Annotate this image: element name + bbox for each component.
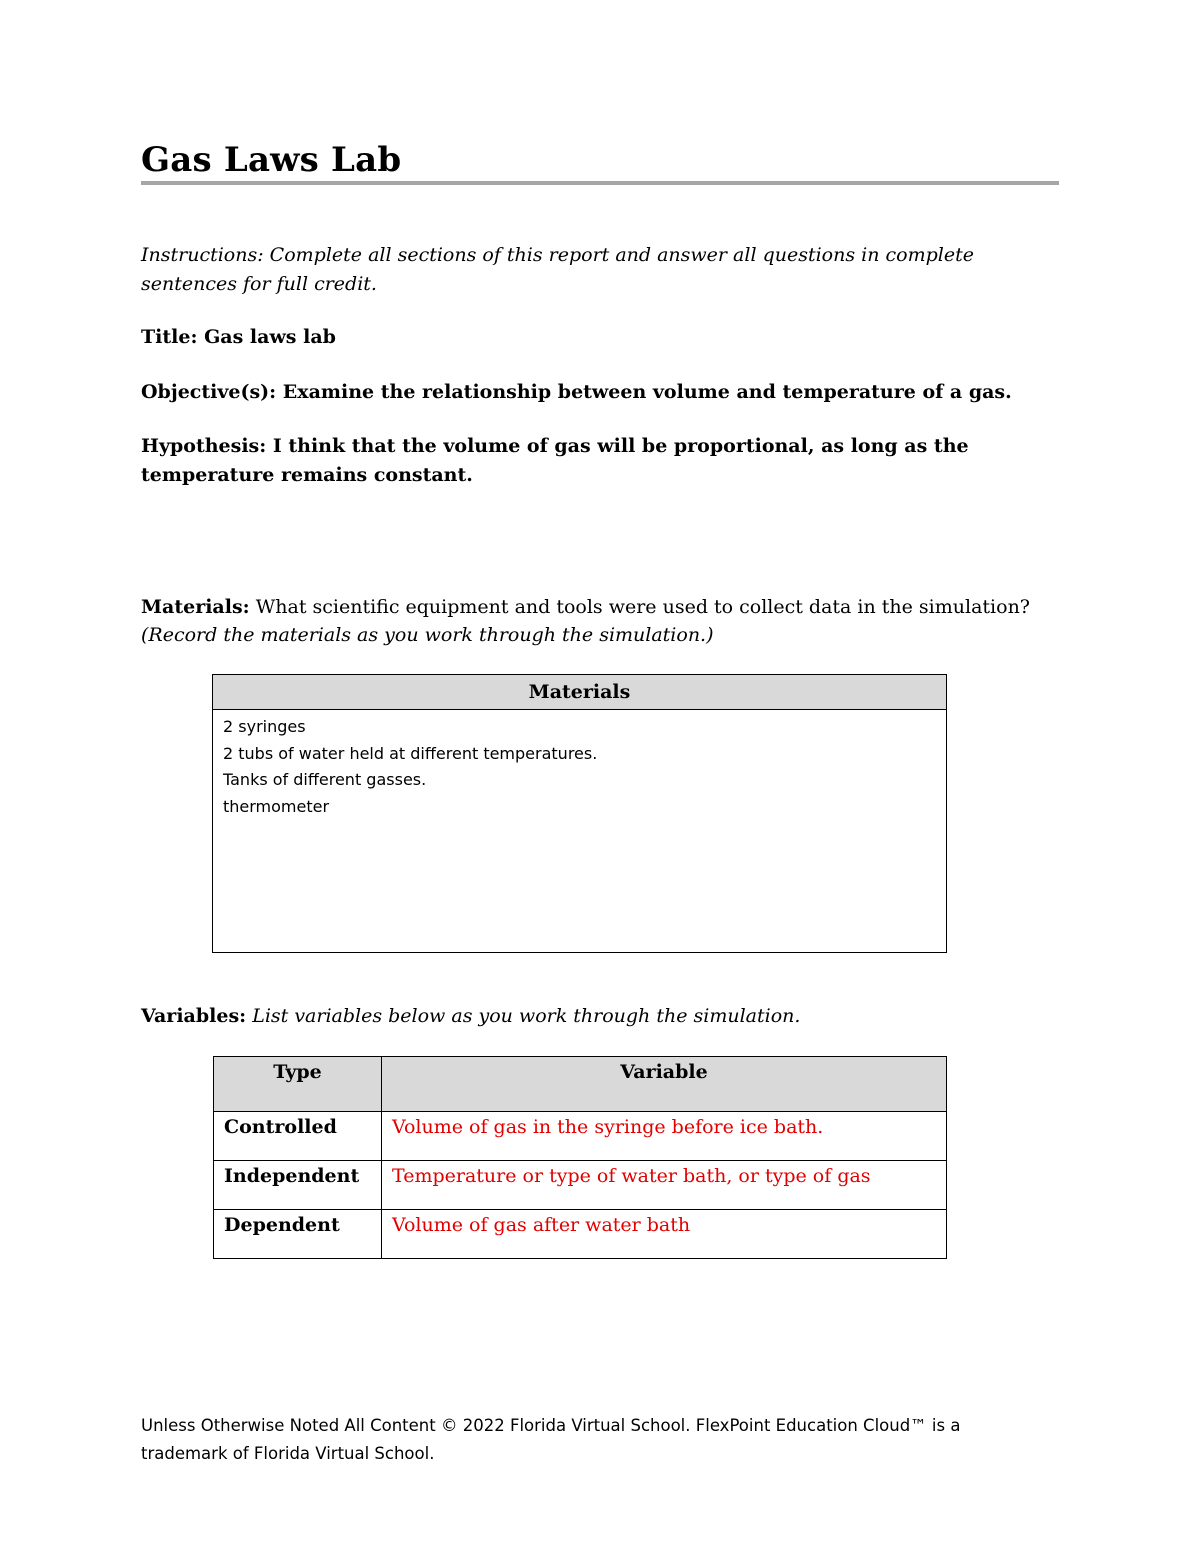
variables-note: List variables below as you work through the simulation.: [246, 1005, 801, 1027]
variable-value-cell: Volume of gas in the syringe before ice bath.: [382, 1112, 947, 1161]
variables-header-variable: Variable: [382, 1057, 947, 1112]
variables-label: Variables:: [141, 1005, 247, 1027]
variable-type-cell: Controlled: [214, 1112, 382, 1161]
variable-value-cell: Volume of gas after water bath: [382, 1210, 947, 1259]
variables-header-type: Type: [214, 1057, 382, 1112]
materials-table: [212, 674, 947, 953]
material-item: 2 syringes: [223, 717, 306, 736]
objective-line: Objective(s): Examine the relationship between volume and temperature of a gas.: [141, 381, 1012, 403]
instructions-text: Instructions: Complete all sections of this report and answer all questions in complete sentences for full credit.: [141, 244, 974, 295]
table-row: [214, 1161, 947, 1210]
materials-table-header: Materials: [213, 675, 947, 710]
materials-list-cell: [213, 710, 947, 953]
footer-copyright: Unless Otherwise Noted All Content © 2022 Florida Virtual School. FlexPoint Education Cloud™ is a trademark of Florida Virtual School.: [141, 1416, 961, 1463]
material-item: thermometer: [223, 796, 330, 816]
variable-type-cell: Independent: [214, 1161, 382, 1210]
material-item: Tanks of different gasses.: [223, 770, 427, 789]
materials-note: (Record the materials as you work through the simulation.): [141, 624, 714, 646]
variable-type-cell: Dependent: [214, 1210, 382, 1259]
materials-intro: [141, 593, 1061, 649]
materials-prompt: What scientific equipment and tools were used to collect data in the simulation?: [249, 596, 1030, 618]
materials-label: Materials:: [141, 596, 250, 618]
page-title: Gas Laws Lab: [141, 140, 402, 180]
table-row: [214, 1210, 947, 1259]
table-row: [214, 1112, 947, 1161]
title-divider: [141, 181, 1059, 185]
material-item: 2 tubs of water held at different temperatures.: [223, 743, 598, 763]
variables-table: [213, 1056, 947, 1259]
hypothesis-line: Hypothesis: I think that the volume of gas will be proportional, as long as the temperature remains constant.: [141, 435, 969, 486]
variable-value-cell: Temperature or type of water bath, or type of gas: [382, 1161, 947, 1210]
report-title-line: Title: Gas laws lab: [141, 326, 336, 348]
variables-intro: [141, 1002, 800, 1030]
